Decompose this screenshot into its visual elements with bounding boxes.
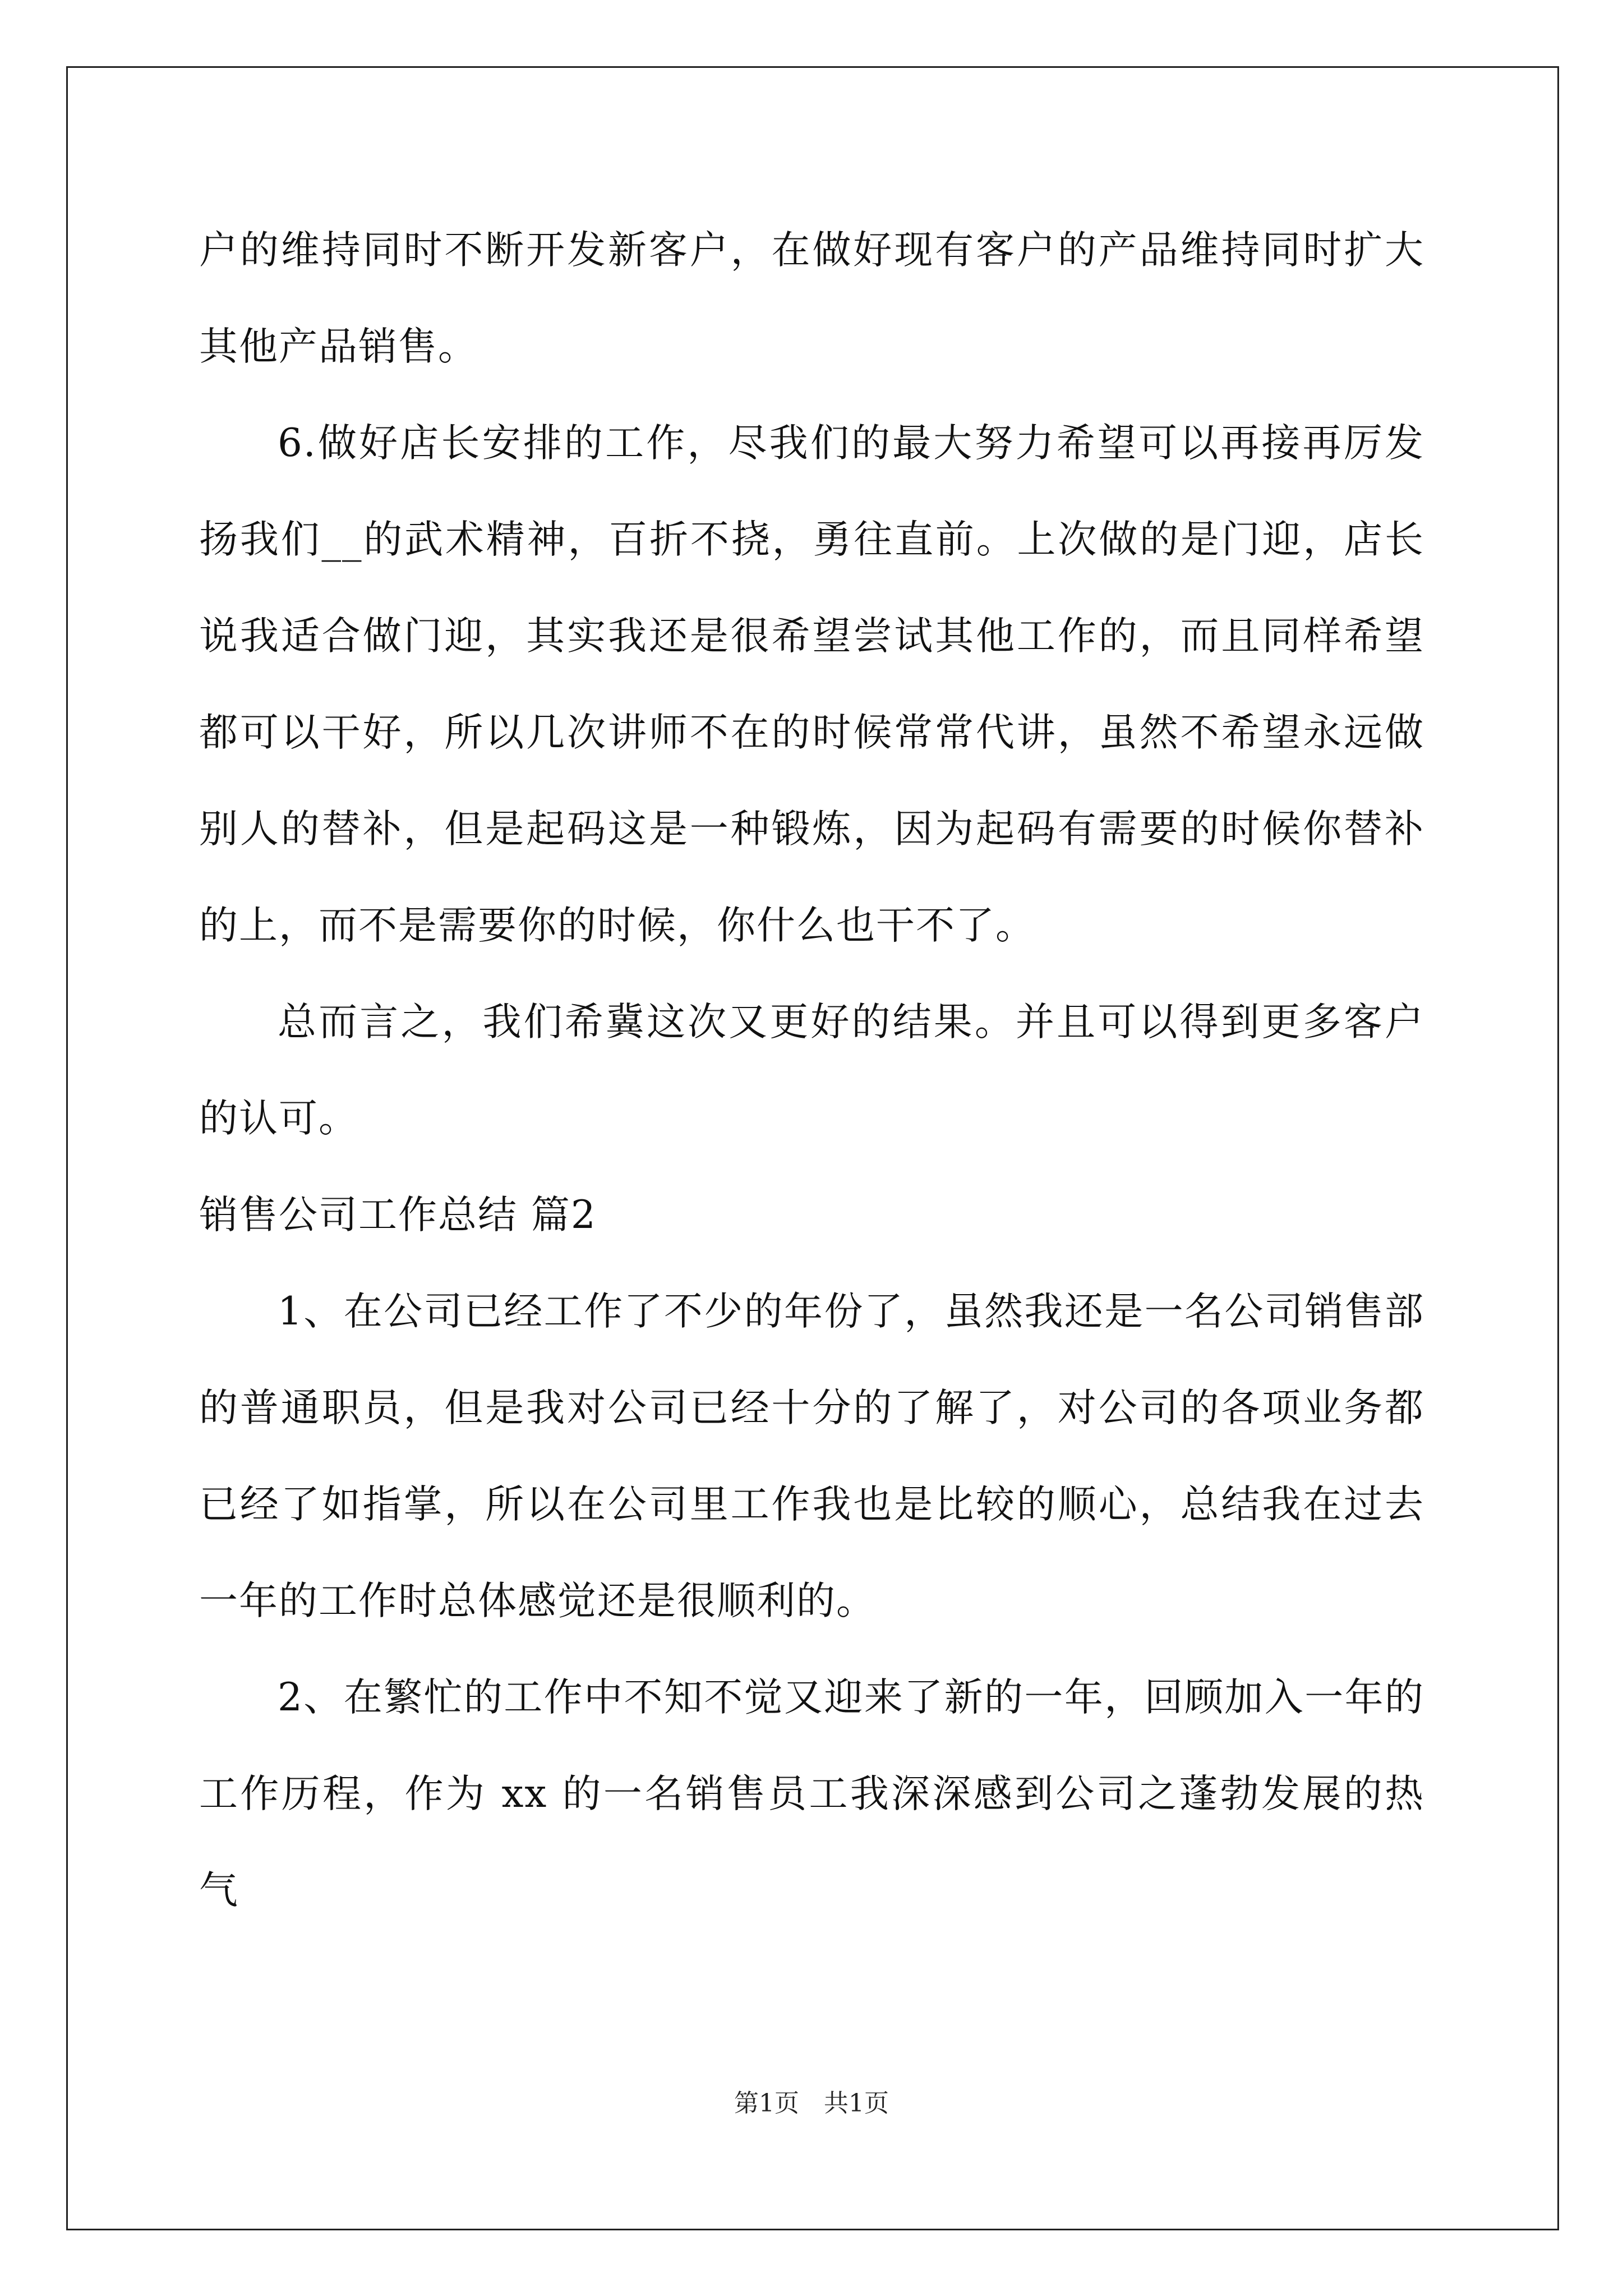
paragraph-item-6: 6.做好店长安排的工作，尽我们的最大努力希望可以再接再厉发扬我们__的武术精神，百折不挠，勇往直前。上次做的是门迎，店长说我适合做门迎，其实我还是很希望尝试其他工作的，而且同样希望都可以干好，所以几次讲师不在的时候常常代讲，虽然不希望永远做别人的替补，但是起码这是一种锻炼，因为起码有需要的时候你替补的上，而不是需要你的时候，你什么也干不了。 bbox=[199, 421, 1424, 948]
paragraph-item-2: 2、在繁忙的工作中不知不觉又迎来了新的一年，回顾加入一年的工作历程，作为 xx 的一名销售员工我深深感到公司之蓬勃发展的热气 bbox=[199, 1675, 1424, 1913]
document-body bbox=[199, 202, 1424, 1939]
paragraph-continuation: 户的维持同时不断开发新客户，在做好现有客户的产品维持同时扩大其他产品销售。 bbox=[199, 228, 1424, 369]
page-footer: 第1页 共1页 bbox=[734, 2089, 889, 2118]
section-heading: 销售公司工作总结 篇2 bbox=[199, 1193, 597, 1237]
paragraph-conclusion: 总而言之，我们希冀这次又更好的结果。并且可以得到更多客户的认可。 bbox=[199, 1000, 1424, 1141]
paragraph-item-1: 1、在公司已经工作了不少的年份了，虽然我还是一名公司销售部的普通职员，但是我对公司已经十分的了解了，对公司的各项业务都已经了如指掌，所以在公司里工作我也是比较的顺心，总结我在过去一年的工作时总体感觉还是很顺利的。 bbox=[199, 1289, 1424, 1623]
